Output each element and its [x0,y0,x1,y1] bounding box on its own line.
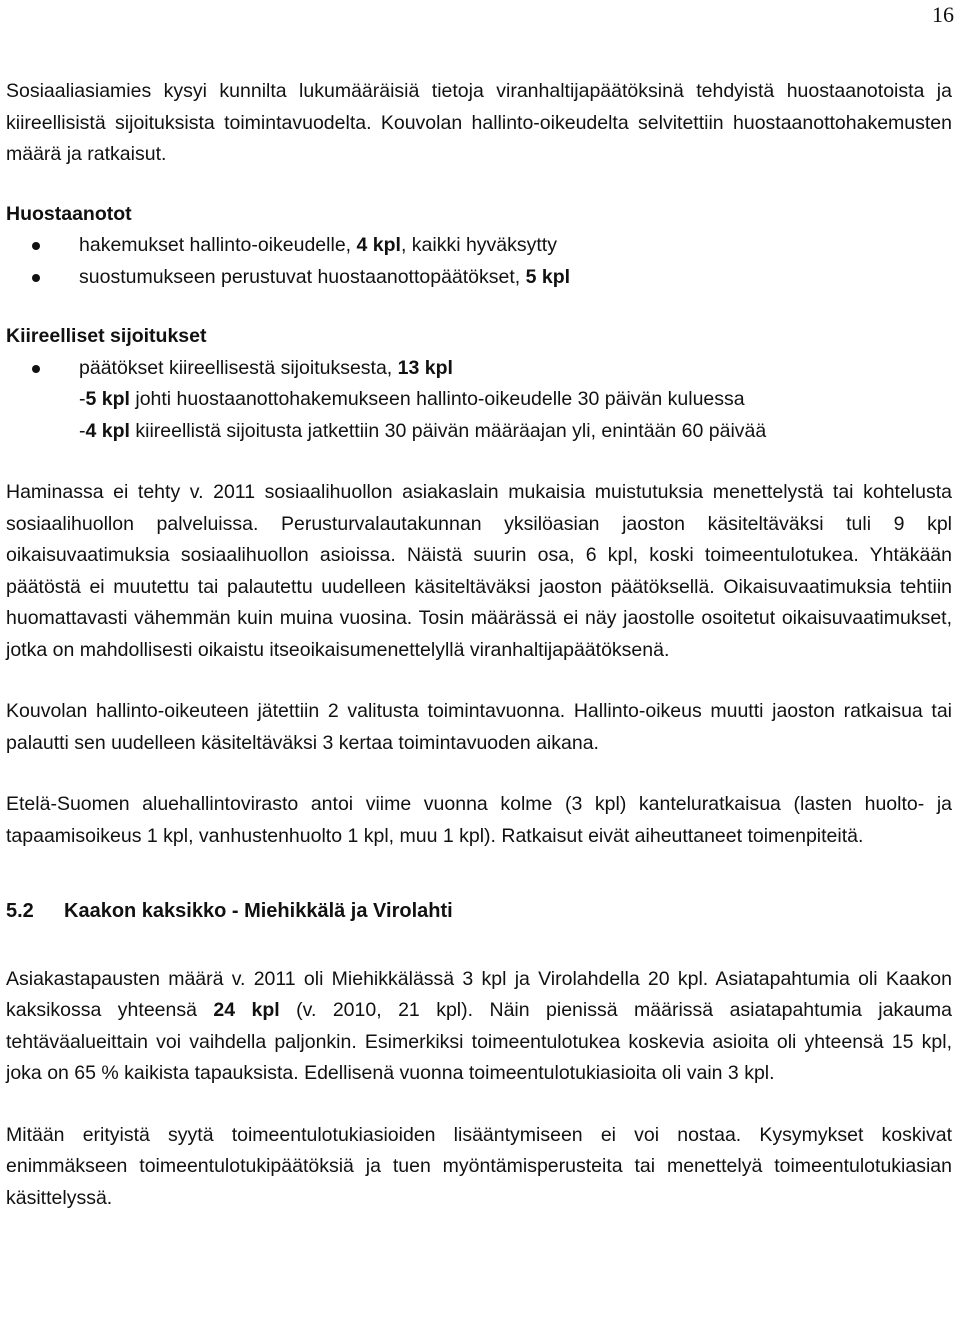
haminassa-paragraph: Haminassa ei tehty v. 2011 sosiaalihuollon asiakaslain mukaisia muistutuksia menettelystä tai kohtelusta sosiaalihuollon palveluissa. Perusturvalautakunnan yksilöasian jaoston käsiteltäväksi tuli 9 kpl oikaisuvaatimuksia sosiaalihuollon asioissa. Näistä suurin osa, 6 kpl, koski toimeentulotukea. Yhtäkään päätöstä ei muutettu tai palautettu uudelleen käsiteltäväksi jaoston päätöksellä. Oikaisuvaatimuksia tehtiin huomattavasti vähemmän kuin muina vuosina. Tosin määrässä ei näy jaostolle osoitetut oikaisuvaatimukset, jotka on mahdollisesti oikaistu itseoikaisumenettelyllä viranhaltijapäätöksenä. [6,481,952,661]
kouvolan-paragraph: Kouvolan hallinto-oikeuteen jätettiin 2 valitusta toimintavuonna. Hallinto-oikeus muutti jaoston ratkaisua tai palautti sen uudelleen käsiteltäväksi 3 kertaa toimintavuoden aikana. [6,700,952,754]
list-item: hakemukset hallinto-oikeudelle, 4 kpl, kaikki hyväksytty [6,230,952,262]
section-number: 5.2 [6,900,34,922]
intro-paragraph: Sosiaaliasiamies kysyi kunnilta lukumääräisiä tietoja viranhaltijapäätöksinä tehdyistä huostaanotoista ja kiireellisistä sijoituksista toimintavuodelta. Kouvolan hallinto-oikeudelta selvitettiin huostaanottohakemusten määrä ja ratkaisut. [6,80,952,165]
sub-line: -5 kpl johti huostaanottohakemukseen hallinto-oikeudelle 30 päivän kuluessa [79,388,745,410]
document-body [6,76,952,1214]
huostaanotot-heading: Huostaanotot [6,202,132,225]
etela-suomen-paragraph: Etelä-Suomen aluehallintovirasto antoi viime vuonna kolme (3 kpl) kanteluratkaisua (lasten huolto- ja tapaamisoikeus 1 kpl, vanhustenhuolto 1 kpl, muu 1 kpl). Ratkaisut eivät aiheuttaneet toimenpiteitä. [6,793,952,847]
bullet-icon [32,365,40,373]
bullet-icon [32,274,40,282]
list-item: päätökset kiireellisestä sijoituksesta, 13 kpl [6,353,952,385]
huostaanotot-list [6,230,952,293]
sub-line: -4 kpl kiireellistä sijoitusta jatkettiin 30 päivän määräajan yli, enintään 60 päivää [79,419,767,442]
kiireelliset-heading: Kiireelliset sijoitukset [6,325,207,347]
kiireelliset-list [6,353,952,385]
mitaan-paragraph: Mitään erityistä syytä toimeentulotukiasioiden lisääntymiseen ei voi nostaa. Kysymykset koskivat enimmäkseen toimeentulotukipäätöksiä ja tuen myöntämisperusteita tai menettelyä toimeentulotukiasian käsittelyssä. [6,1123,952,1209]
page-number: 16 [932,2,954,27]
section-title: Kaakon kaksikko - Miehikkälä ja Virolahti [64,900,453,922]
section-heading [6,896,952,928]
list-item: suostumukseen perustuvat huostaanottopäätökset, 5 kpl [6,262,952,294]
asiakastapausten-paragraph: Asiakastapausten määrä v. 2011 oli Miehikkälässä 3 kpl ja Virolahdella 20 kpl. Asiatapahtumia oli Kaakon kaksikossa yhteensä 24 kpl (v. 2010, 21 kpl). Näin pienissä määrissä asiatapahtumia jakauma tehtäväalueittain voi vaihdella paljonkin. Esimerkiksi toimeentulotukea koskevia asioita oli yhteensä 15 kpl, joka on 65 % kaikista tapauksista. Edellisenä vuonna toimeentulotukiasioita oli vain 3 kpl. [6,967,952,1084]
bullet-icon [32,242,40,250]
